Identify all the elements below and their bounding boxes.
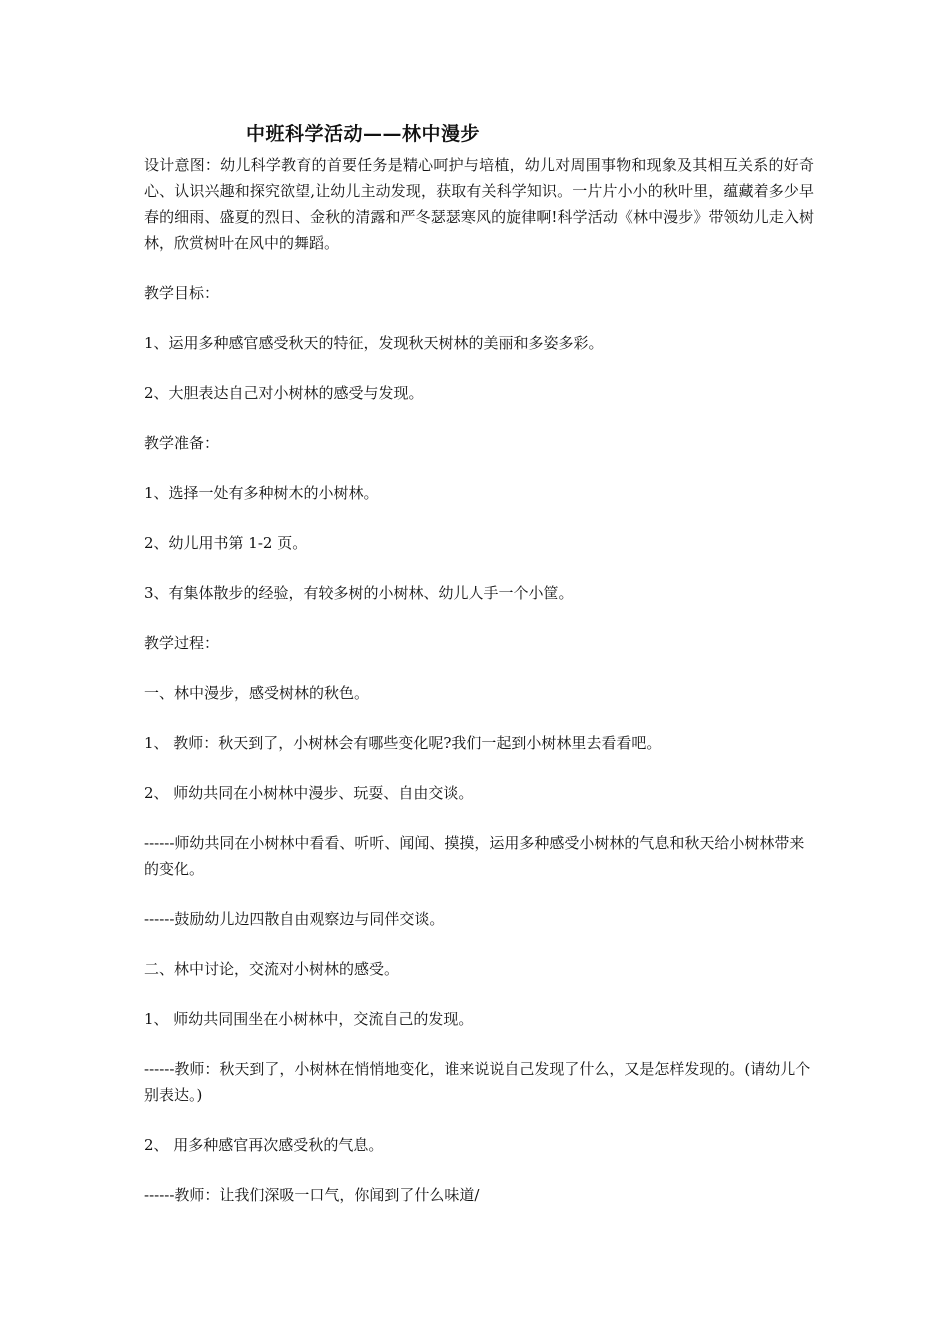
spacer xyxy=(144,656,814,680)
heading-objectives: 教学目标： xyxy=(144,284,220,302)
objective-item: 1、运用多种感官感受秋天的特征，发现秋天树林的美丽和多姿多彩。 xyxy=(144,334,604,352)
objective-item: 2、大胆表达自己对小树林的感受与发现。 xyxy=(144,384,424,402)
process-detail: ------教师：秋天到了，小树林在悄悄地变化，谁来说说自己发现了什么，又是怎样发现的。(请幼儿个别表达。) xyxy=(144,1060,811,1104)
design-intent-paragraph: 设计意图：幼儿科学教育的首要任务是精心呵护与培植，幼儿对周围事物和现象及其相互关系的好奇心、认识兴趣和探究欲望,让幼儿主动发现，获取有关科学知识。一片片小小的秋叶里，蕴藏着多少早春的细雨、盛夏的烈日、金秋的清露和严冬瑟瑟寒风的旋律啊!科学活动《林中漫步》带领幼儿走入树林，欣赏树叶在风中的舞蹈。 xyxy=(144,156,814,252)
spacer xyxy=(144,706,814,730)
process-detail: ------教师：让我们深吸一口气，你闻到了什么味道/ xyxy=(144,1186,480,1204)
spacer xyxy=(144,306,814,330)
spacer xyxy=(144,932,814,956)
process-step: 2、 师幼共同在小树林中漫步、玩耍、自由交谈。 xyxy=(144,784,474,802)
spacer xyxy=(144,256,814,280)
heading-preparation: 教学准备： xyxy=(144,434,220,452)
spacer xyxy=(144,1032,814,1056)
process-step: 2、 用多种感官再次感受秋的气息。 xyxy=(144,1136,384,1154)
document-page xyxy=(144,120,814,1208)
spacer xyxy=(144,1108,814,1132)
spacer xyxy=(144,456,814,480)
heading-process: 教学过程： xyxy=(144,634,220,652)
spacer xyxy=(144,1158,814,1182)
spacer xyxy=(144,806,814,830)
process-step: 1、 教师：秋天到了，小树林会有哪些变化呢?我们一起到小树林里去看看吧。 xyxy=(144,734,662,752)
spacer xyxy=(144,756,814,780)
preparation-item: 2、幼儿用书第 1-2 页。 xyxy=(144,534,308,552)
process-section-heading: 二、林中讨论，交流对小树林的感受。 xyxy=(144,960,400,978)
spacer xyxy=(144,606,814,630)
spacer xyxy=(144,556,814,580)
preparation-item: 1、选择一处有多种树木的小树林。 xyxy=(144,484,379,502)
process-section-heading: 一、林中漫步，感受树林的秋色。 xyxy=(144,684,370,702)
spacer xyxy=(144,882,814,906)
spacer xyxy=(144,506,814,530)
preparation-item: 3、有集体散步的经验，有较多树的小树林、幼儿人手一个小筐。 xyxy=(144,584,574,602)
spacer xyxy=(144,982,814,1006)
process-step: 1、 师幼共同围坐在小树林中，交流自己的发现。 xyxy=(144,1010,474,1028)
spacer xyxy=(144,406,814,430)
process-detail: ------鼓励幼儿边四散自由观察边与同伴交谈。 xyxy=(144,910,445,928)
process-detail: ------师幼共同在小树林中看看、听听、闻闻、摸摸，运用多种感受小树林的气息和秋天给小树林带来的变化。 xyxy=(144,834,805,878)
document-title: 中班科学活动——林中漫步 xyxy=(246,123,481,145)
spacer xyxy=(144,356,814,380)
